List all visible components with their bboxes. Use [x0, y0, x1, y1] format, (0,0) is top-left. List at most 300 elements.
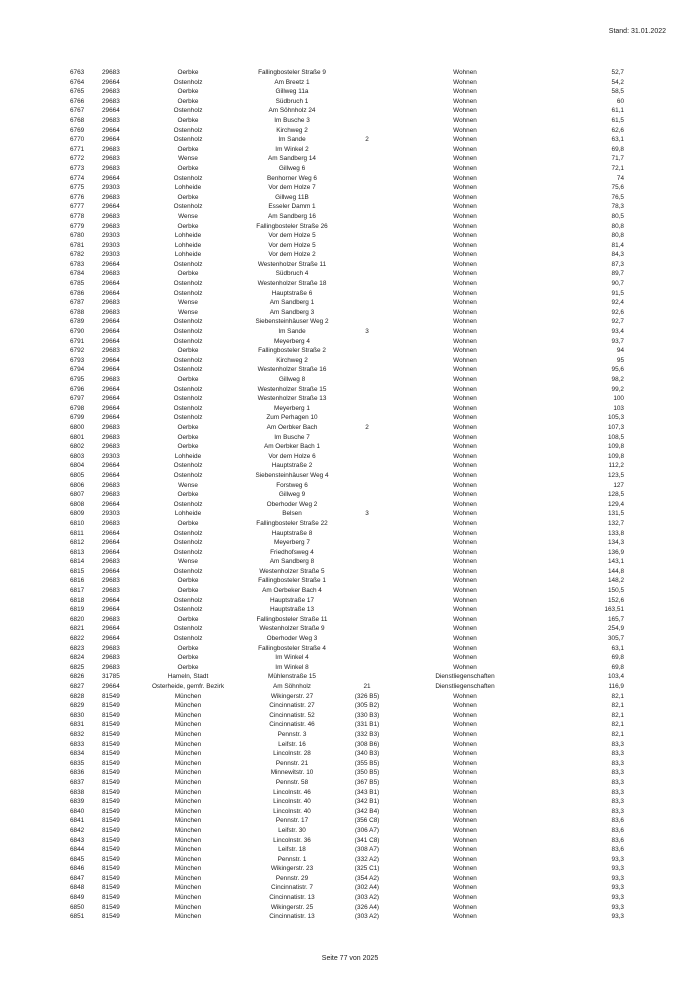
- address-suffix-cell: [350, 500, 384, 510]
- postal-code-cell: 29683: [102, 491, 120, 499]
- address-suffix-cell: [350, 615, 384, 625]
- locality-cell: Ostenholz: [173, 471, 203, 479]
- address-suffix-cell: (325 C1): [354, 865, 380, 873]
- locality-cell: Ostenholz: [173, 539, 203, 547]
- locality-cell: Ostenholz: [173, 337, 203, 345]
- row-number-cell: 6814: [70, 558, 85, 566]
- floor-area-cell: 92,4: [611, 299, 624, 307]
- address-suffix-cell: [350, 145, 384, 155]
- street-cell: Meyerberg 1: [274, 404, 310, 412]
- floor-area-cell: 72,1: [611, 164, 624, 172]
- spacer-cell: [384, 903, 404, 913]
- address-suffix-cell: (367 B5): [354, 778, 380, 786]
- row-number-cell: 6818: [70, 596, 85, 604]
- locality-cell: Ostenholz: [173, 107, 203, 115]
- spacer-cell: [384, 231, 404, 241]
- address-suffix-cell: [350, 471, 384, 481]
- address-suffix-cell: (342 B1): [354, 798, 380, 806]
- table-row: [70, 404, 624, 414]
- floor-area-cell: 94: [616, 347, 624, 355]
- row-number-cell: 6822: [70, 635, 85, 643]
- street-cell: Vor dem Holze 5: [268, 232, 316, 240]
- usage-type-cell: Wohnen: [453, 663, 477, 671]
- usage-type-cell: Wohnen: [453, 318, 477, 326]
- usage-type-cell: Wohnen: [453, 500, 477, 508]
- floor-area-cell: 83,3: [611, 788, 624, 796]
- locality-cell: Oerbke: [177, 222, 199, 230]
- floor-area-cell: 74: [616, 174, 624, 182]
- postal-code-cell: 29664: [102, 337, 120, 345]
- stand-date: Stand: 31.01.2022: [608, 28, 666, 35]
- street-cell: Belsen: [282, 510, 302, 518]
- table-row: [70, 586, 624, 596]
- spacer-cell: [384, 337, 404, 347]
- street-cell: Lincolnstr. 28: [273, 750, 311, 758]
- row-number-cell: 6787: [70, 299, 85, 307]
- postal-code-cell: 81549: [102, 894, 120, 902]
- usage-type-cell: Wohnen: [453, 778, 477, 786]
- floor-area-cell: 95: [616, 356, 624, 364]
- usage-type-cell: Wohnen: [453, 615, 477, 623]
- postal-code-cell: 29664: [102, 356, 120, 364]
- street-cell: Lincolnstr. 40: [273, 798, 311, 806]
- locality-cell: Oerbke: [177, 615, 199, 623]
- spacer-cell: [384, 365, 404, 375]
- spacer-cell: [384, 548, 404, 558]
- floor-area-cell: 81,4: [611, 241, 624, 249]
- usage-type-cell: Wohnen: [453, 270, 477, 278]
- table-row: [70, 433, 624, 443]
- address-suffix-cell: [350, 183, 384, 193]
- postal-code-cell: 29664: [102, 404, 120, 412]
- locality-cell: Oerbke: [177, 519, 199, 527]
- table-row: [70, 912, 624, 922]
- spacer-cell: [384, 356, 404, 366]
- row-number-cell: 6846: [70, 865, 85, 873]
- table-row: [70, 653, 624, 663]
- table-row: [70, 519, 624, 529]
- locality-cell: München: [174, 884, 202, 892]
- postal-code-cell: 29683: [102, 222, 120, 230]
- row-number-cell: 6793: [70, 356, 85, 364]
- table-row: [70, 116, 624, 126]
- spacer-cell: [384, 250, 404, 260]
- floor-area-cell: 69,8: [611, 654, 624, 662]
- postal-code-cell: 29683: [102, 69, 120, 76]
- street-cell: Cincinnatistr. 13: [269, 913, 315, 921]
- floor-area-cell: 254,9: [608, 625, 624, 633]
- usage-type-cell: Wohnen: [453, 471, 477, 479]
- address-suffix-cell: [350, 231, 384, 241]
- postal-code-cell: 81549: [102, 903, 120, 911]
- locality-cell: München: [174, 798, 202, 806]
- table-row: [70, 327, 624, 337]
- locality-cell: München: [174, 846, 202, 854]
- row-number-cell: 6800: [70, 423, 85, 431]
- address-suffix-cell: [350, 433, 384, 443]
- usage-type-cell: Wohnen: [453, 299, 477, 307]
- row-number-cell: 6802: [70, 443, 85, 451]
- table-row: [70, 615, 624, 625]
- address-suffix-cell: 2: [365, 136, 369, 144]
- table-row: [70, 644, 624, 654]
- table-row: [70, 193, 624, 203]
- row-number-cell: 6777: [70, 203, 85, 211]
- spacer-cell: [384, 375, 404, 385]
- row-number-cell: 6768: [70, 116, 85, 124]
- floor-area-cell: 54,2: [611, 78, 624, 86]
- locality-cell: Oerbke: [177, 69, 199, 76]
- usage-type-cell: Wohnen: [453, 692, 477, 700]
- floor-area-cell: 93,3: [611, 903, 624, 911]
- floor-area-cell: 99,2: [611, 385, 624, 393]
- floor-area-cell: 83,6: [611, 817, 624, 825]
- locality-cell: Wense: [178, 308, 198, 316]
- floor-area-cell: 123,5: [608, 471, 624, 479]
- spacer-cell: [384, 778, 404, 788]
- floor-area-cell: 80,5: [611, 212, 624, 220]
- spacer-cell: [384, 413, 404, 423]
- street-cell: Zum Perhagen 10: [266, 414, 318, 422]
- locality-cell: Oerbke: [177, 164, 199, 172]
- locality-cell: Wense: [178, 299, 198, 307]
- table-row: [70, 375, 624, 385]
- usage-type-cell: Wohnen: [453, 88, 477, 96]
- spacer-cell: [384, 145, 404, 155]
- street-cell: Siebensteinhäuser Weg 4: [255, 471, 329, 479]
- spacer-cell: [384, 749, 404, 759]
- postal-code-cell: 29683: [102, 155, 120, 163]
- usage-type-cell: Dienstliegenschaften: [435, 673, 495, 681]
- table-row: [70, 711, 624, 721]
- floor-area-cell: 93,4: [611, 328, 624, 336]
- street-cell: Im Sande: [278, 328, 306, 336]
- row-number-cell: 6827: [70, 683, 85, 690]
- row-number-cell: 6764: [70, 78, 85, 86]
- row-number-cell: 6796: [70, 385, 85, 393]
- floor-area-cell: 52,7: [611, 69, 624, 76]
- street-cell: Fallingbosteler Straße 9: [258, 69, 326, 76]
- postal-code-cell: 29664: [102, 366, 120, 374]
- locality-cell: Oerbke: [177, 443, 199, 451]
- street-cell: Am Breetz 1: [274, 78, 310, 86]
- spacer-cell: [384, 222, 404, 232]
- postal-code-cell: 29664: [102, 328, 120, 336]
- spacer-cell: [384, 836, 404, 846]
- floor-area-cell: 61,1: [611, 107, 624, 115]
- postal-code-cell: 81549: [102, 750, 120, 758]
- spacer-cell: [384, 423, 404, 433]
- spacer-cell: [384, 433, 404, 443]
- spacer-cell: [384, 740, 404, 750]
- usage-type-cell: Wohnen: [453, 97, 477, 105]
- table-row: [70, 893, 624, 903]
- table-row: [70, 701, 624, 711]
- usage-type-cell: Wohnen: [453, 759, 477, 767]
- spacer-cell: [384, 893, 404, 903]
- postal-code-cell: 29683: [102, 423, 120, 431]
- address-suffix-cell: 21: [363, 683, 371, 690]
- table-row: [70, 212, 624, 222]
- spacer-cell: [384, 461, 404, 471]
- usage-type-cell: Wohnen: [453, 635, 477, 643]
- floor-area-cell: 305,7: [608, 635, 624, 643]
- floor-area-cell: 93,7: [611, 337, 624, 345]
- floor-area-cell: 83,6: [611, 836, 624, 844]
- address-suffix-cell: [350, 126, 384, 136]
- row-number-cell: 6797: [70, 395, 85, 403]
- floor-area-cell: 83,3: [611, 740, 624, 748]
- postal-code-cell: 29683: [102, 663, 120, 671]
- spacer-cell: [384, 826, 404, 836]
- address-suffix-cell: (306 A7): [354, 826, 380, 834]
- row-number-cell: 6830: [70, 711, 85, 719]
- address-suffix-cell: [350, 375, 384, 385]
- address-suffix-cell: [350, 78, 384, 88]
- property-table: [70, 68, 624, 922]
- usage-type-cell: Wohnen: [453, 423, 477, 431]
- postal-code-cell: 31785: [102, 673, 120, 681]
- locality-cell: Lohheide: [174, 232, 202, 240]
- table-row: [70, 346, 624, 356]
- locality-cell: Oerbke: [177, 145, 199, 153]
- usage-type-cell: Wohnen: [453, 769, 477, 777]
- row-number-cell: 6824: [70, 654, 85, 662]
- usage-type-cell: Wohnen: [453, 126, 477, 134]
- locality-cell: München: [174, 903, 202, 911]
- postal-code-cell: 29683: [102, 299, 120, 307]
- locality-cell: München: [174, 836, 202, 844]
- locality-cell: Oerbke: [177, 193, 199, 201]
- address-suffix-cell: (356 C8): [354, 817, 380, 825]
- table-row: [70, 500, 624, 510]
- locality-cell: Lohheide: [174, 184, 202, 192]
- street-cell: Lincolnstr. 46: [273, 788, 311, 796]
- postal-code-cell: 81549: [102, 884, 120, 892]
- row-number-cell: 6829: [70, 702, 85, 710]
- street-cell: Gillweg 11a: [275, 88, 309, 96]
- locality-cell: Ostenholz: [173, 174, 203, 182]
- postal-code-cell: 81549: [102, 702, 120, 710]
- street-cell: Meyerberg 7: [274, 539, 310, 547]
- floor-area-cell: 93,3: [611, 855, 624, 863]
- usage-type-cell: Wohnen: [453, 865, 477, 873]
- postal-code-cell: 29683: [102, 97, 120, 105]
- table-row: [70, 720, 624, 730]
- address-suffix-cell: [350, 634, 384, 644]
- street-cell: Fallingbosteler Straße 2: [258, 347, 326, 355]
- row-number-cell: 6825: [70, 663, 85, 671]
- table-row: [70, 634, 624, 644]
- street-cell: Leifstr. 16: [278, 740, 306, 748]
- spacer-cell: [384, 883, 404, 893]
- row-number-cell: 6828: [70, 692, 85, 700]
- table-row: [70, 548, 624, 558]
- address-suffix-cell: [350, 202, 384, 212]
- row-number-cell: 6801: [70, 433, 85, 441]
- row-number-cell: 6851: [70, 913, 85, 921]
- street-cell: Leifstr. 30: [278, 826, 306, 834]
- address-suffix-cell: [350, 672, 384, 682]
- address-suffix-cell: (308 B6): [354, 740, 380, 748]
- row-number-cell: 6779: [70, 222, 85, 230]
- street-cell: Lincolnstr. 36: [273, 836, 311, 844]
- row-number-cell: 6848: [70, 884, 85, 892]
- usage-type-cell: Wohnen: [453, 798, 477, 806]
- usage-type-cell: Wohnen: [453, 462, 477, 470]
- usage-type-cell: Wohnen: [453, 337, 477, 345]
- usage-type-cell: Wohnen: [453, 107, 477, 115]
- locality-cell: München: [174, 865, 202, 873]
- row-number-cell: 6841: [70, 817, 85, 825]
- address-suffix-cell: [350, 663, 384, 673]
- street-cell: Im Busche 7: [274, 433, 310, 441]
- floor-area-cell: 129,4: [608, 500, 624, 508]
- table-row: [70, 874, 624, 884]
- locality-cell: Ostenholz: [173, 78, 203, 86]
- postal-code-cell: 29683: [102, 644, 120, 652]
- address-suffix-cell: [350, 289, 384, 299]
- postal-code-cell: 29303: [102, 184, 120, 192]
- address-suffix-cell: (326 A4): [354, 903, 380, 911]
- usage-type-cell: Wohnen: [453, 740, 477, 748]
- street-cell: Pennstr. 17: [275, 817, 309, 825]
- floor-area-cell: 116,9: [608, 683, 624, 690]
- floor-area-cell: 112,2: [608, 462, 624, 470]
- usage-type-cell: Wohnen: [453, 193, 477, 201]
- postal-code-cell: 29664: [102, 635, 120, 643]
- spacer-cell: [384, 298, 404, 308]
- spacer-cell: [384, 106, 404, 116]
- table-row: [70, 663, 624, 673]
- street-cell: Südbruch 4: [275, 270, 309, 278]
- street-cell: Hauptstraße 6: [271, 289, 313, 297]
- address-suffix-cell: [350, 260, 384, 270]
- row-number-cell: 6809: [70, 510, 85, 518]
- street-cell: Westenholzer Straße 15: [257, 385, 327, 393]
- locality-cell: München: [174, 769, 202, 777]
- street-cell: Leifstr. 18: [278, 846, 306, 854]
- row-number-cell: 6816: [70, 577, 85, 585]
- row-number-cell: 6765: [70, 88, 85, 96]
- street-cell: Hauptstraße 13: [269, 606, 315, 614]
- address-suffix-cell: [350, 605, 384, 615]
- floor-area-cell: 93,3: [611, 874, 624, 882]
- floor-area-cell: 63,1: [611, 136, 624, 144]
- locality-cell: München: [174, 692, 202, 700]
- postal-code-cell: 81549: [102, 846, 120, 854]
- postal-code-cell: 29664: [102, 280, 120, 288]
- table-row: [70, 145, 624, 155]
- address-suffix-cell: [350, 97, 384, 107]
- street-cell: Westenholzer Straße 13: [257, 395, 327, 403]
- locality-cell: München: [174, 702, 202, 710]
- address-suffix-cell: (302 A4): [354, 884, 380, 892]
- row-number-cell: 6775: [70, 184, 85, 192]
- table-row: [70, 576, 624, 586]
- spacer-cell: [384, 874, 404, 884]
- floor-area-cell: 76,5: [611, 193, 624, 201]
- postal-code-cell: 29683: [102, 615, 120, 623]
- street-cell: Im Sande: [278, 136, 306, 144]
- street-cell: Siebensteinhäuser Weg 2: [255, 318, 329, 326]
- locality-cell: Ostenholz: [173, 404, 203, 412]
- table-row: [70, 490, 624, 500]
- postal-code-cell: 29683: [102, 481, 120, 489]
- usage-type-cell: Wohnen: [453, 78, 477, 86]
- street-cell: Im Winkel 8: [275, 663, 309, 671]
- spacer-cell: [384, 816, 404, 826]
- address-suffix-cell: (342 B4): [354, 807, 380, 815]
- locality-cell: Ostenholz: [173, 414, 203, 422]
- usage-type-cell: Wohnen: [453, 136, 477, 144]
- table-row: [70, 241, 624, 251]
- floor-area-cell: 93,3: [611, 865, 624, 873]
- table-row: [70, 538, 624, 548]
- address-suffix-cell: [350, 385, 384, 395]
- locality-cell: Ostenholz: [173, 280, 203, 288]
- postal-code-cell: 29683: [102, 443, 120, 451]
- spacer-cell: [384, 529, 404, 539]
- spacer-cell: [384, 394, 404, 404]
- street-cell: Südbruch 1: [275, 97, 309, 105]
- floor-area-cell: 127: [613, 481, 624, 489]
- postal-code-cell: 29303: [102, 452, 120, 460]
- table-row: [70, 385, 624, 395]
- spacer-cell: [384, 327, 404, 337]
- table-row: [70, 202, 624, 212]
- spacer-cell: [384, 471, 404, 481]
- spacer-cell: [384, 289, 404, 299]
- row-number-cell: 6832: [70, 730, 85, 738]
- spacer-cell: [384, 481, 404, 491]
- spacer-cell: [384, 557, 404, 567]
- street-cell: Gillweg 11B: [275, 193, 309, 201]
- spacer-cell: [384, 519, 404, 529]
- postal-code-cell: 29683: [102, 558, 120, 566]
- row-number-cell: 6798: [70, 404, 85, 412]
- usage-type-cell: Wohnen: [453, 519, 477, 527]
- usage-type-cell: Wohnen: [453, 145, 477, 153]
- locality-cell: Oerbke: [177, 644, 199, 652]
- usage-type-cell: Wohnen: [453, 347, 477, 355]
- usage-type-cell: Wohnen: [453, 606, 477, 614]
- row-number-cell: 6776: [70, 193, 85, 201]
- table-row: [70, 413, 624, 423]
- postal-code-cell: 81549: [102, 778, 120, 786]
- usage-type-cell: Wohnen: [453, 903, 477, 911]
- usage-type-cell: Wohnen: [453, 433, 477, 441]
- address-suffix-cell: (330 B3): [354, 711, 380, 719]
- row-number-cell: 6826: [70, 673, 85, 681]
- usage-type-cell: Wohnen: [453, 414, 477, 422]
- postal-code-cell: 81549: [102, 721, 120, 729]
- address-suffix-cell: [350, 586, 384, 596]
- table-row: [70, 864, 624, 874]
- address-suffix-cell: [350, 538, 384, 548]
- postal-code-cell: 29683: [102, 308, 120, 316]
- address-suffix-cell: [350, 174, 384, 184]
- table-row: [70, 126, 624, 136]
- spacer-cell: [384, 509, 404, 519]
- street-cell: Fallingbosteler Straße 11: [256, 615, 328, 623]
- row-number-cell: 6831: [70, 721, 85, 729]
- floor-area-cell: 69,8: [611, 663, 624, 671]
- street-cell: Fallingbosteler Straße 1: [258, 577, 326, 585]
- spacer-cell: [384, 346, 404, 356]
- street-cell: Fallingbosteler Straße 4: [258, 644, 326, 652]
- floor-area-cell: 131,5: [608, 510, 624, 518]
